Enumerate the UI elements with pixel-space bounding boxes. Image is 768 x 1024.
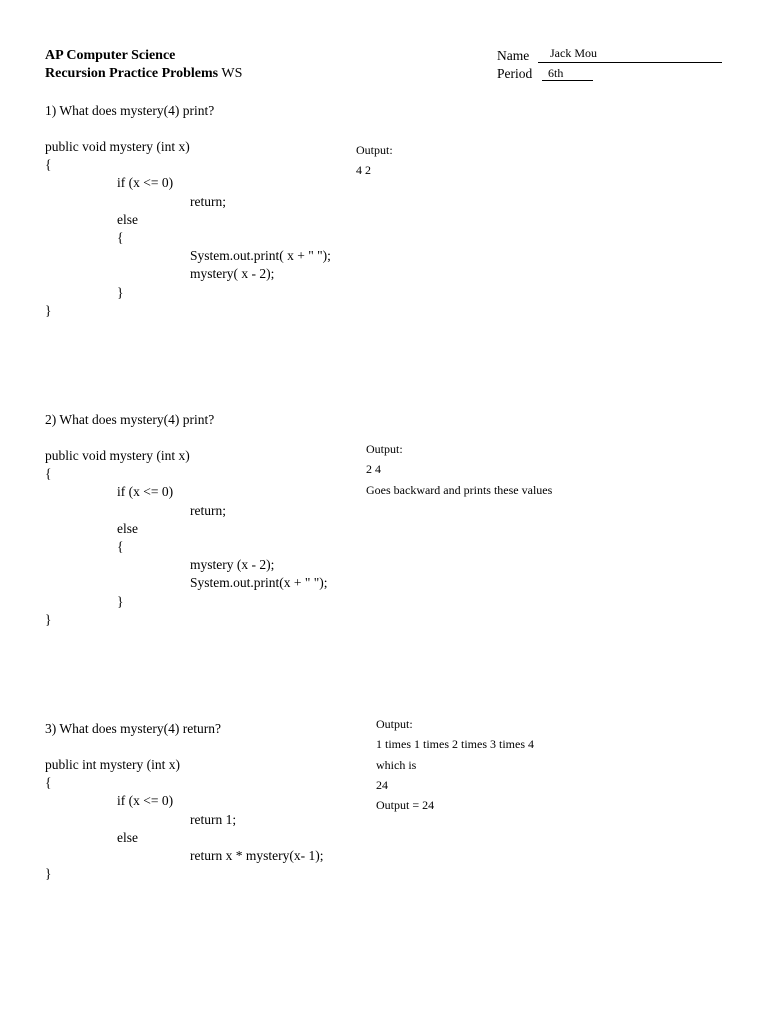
code-line: else xyxy=(90,520,138,536)
code-line: return x * mystery(x- 1); xyxy=(136,848,324,863)
code-line: else xyxy=(90,829,138,845)
answer-line: 4 2 xyxy=(356,163,371,178)
code-line: } xyxy=(45,302,52,318)
code-line: { xyxy=(45,775,52,791)
code-line: public void mystery (int x) xyxy=(45,448,190,463)
code-line: mystery (x - 2); xyxy=(136,557,275,573)
period-value: 6th xyxy=(548,66,564,80)
answer-line: Output = 24 xyxy=(376,798,435,813)
code-line: public void mystery (int x) xyxy=(45,139,190,154)
code-line: } xyxy=(45,611,52,627)
answer-line: 2 4 xyxy=(366,462,381,477)
code-line: return; xyxy=(136,193,226,209)
code-line: System.out.print(x + " "); xyxy=(136,575,328,591)
problem-3-question: 3) What does mystery(4) return? xyxy=(45,721,221,736)
answer-line: 1 times 1 times 2 times 3 times 4 xyxy=(376,737,534,752)
code-line: { xyxy=(45,157,52,173)
answer-line: Output: xyxy=(356,143,393,157)
answer-line: Goes backward and prints these values xyxy=(366,482,553,497)
code-line: return 1; xyxy=(136,811,237,827)
code-line: { xyxy=(45,466,52,482)
code-line: if (x <= 0) xyxy=(90,175,174,191)
code-line: mystery( x - 2); xyxy=(136,266,275,282)
answer-line: Output: xyxy=(366,442,403,456)
code-line: { xyxy=(90,539,124,554)
answer-line: which is xyxy=(376,757,417,772)
code-line: if (x <= 0) xyxy=(90,484,174,500)
answer-line: 24 xyxy=(376,777,388,792)
problem-2-question: 2) What does mystery(4) print? xyxy=(45,412,215,427)
code-line: else xyxy=(90,211,138,227)
code-line: } xyxy=(90,284,124,300)
course-title: AP Computer Science xyxy=(45,48,176,63)
name-field-line[interactable] xyxy=(538,62,722,63)
worksheet-title xyxy=(45,65,242,83)
code-line: if (x <= 0) xyxy=(90,793,174,809)
name-label: Name xyxy=(497,48,530,63)
code-line: public int mystery (int x) xyxy=(45,757,180,772)
code-line: { xyxy=(90,230,124,245)
worksheet-title-bold: Recursion Practice Problems xyxy=(45,66,219,81)
code-line: } xyxy=(90,593,124,609)
code-line: return; xyxy=(136,502,226,518)
period-label: Period xyxy=(497,66,533,81)
name-value: Jack Mou xyxy=(550,46,597,60)
worksheet-title-suffix: WS xyxy=(218,66,243,81)
answer-line: Output: xyxy=(376,717,413,731)
code-line: System.out.print( x + " "); xyxy=(136,248,331,264)
code-line: } xyxy=(45,866,52,882)
problem-1-question: 1) What does mystery(4) print? xyxy=(45,103,215,118)
